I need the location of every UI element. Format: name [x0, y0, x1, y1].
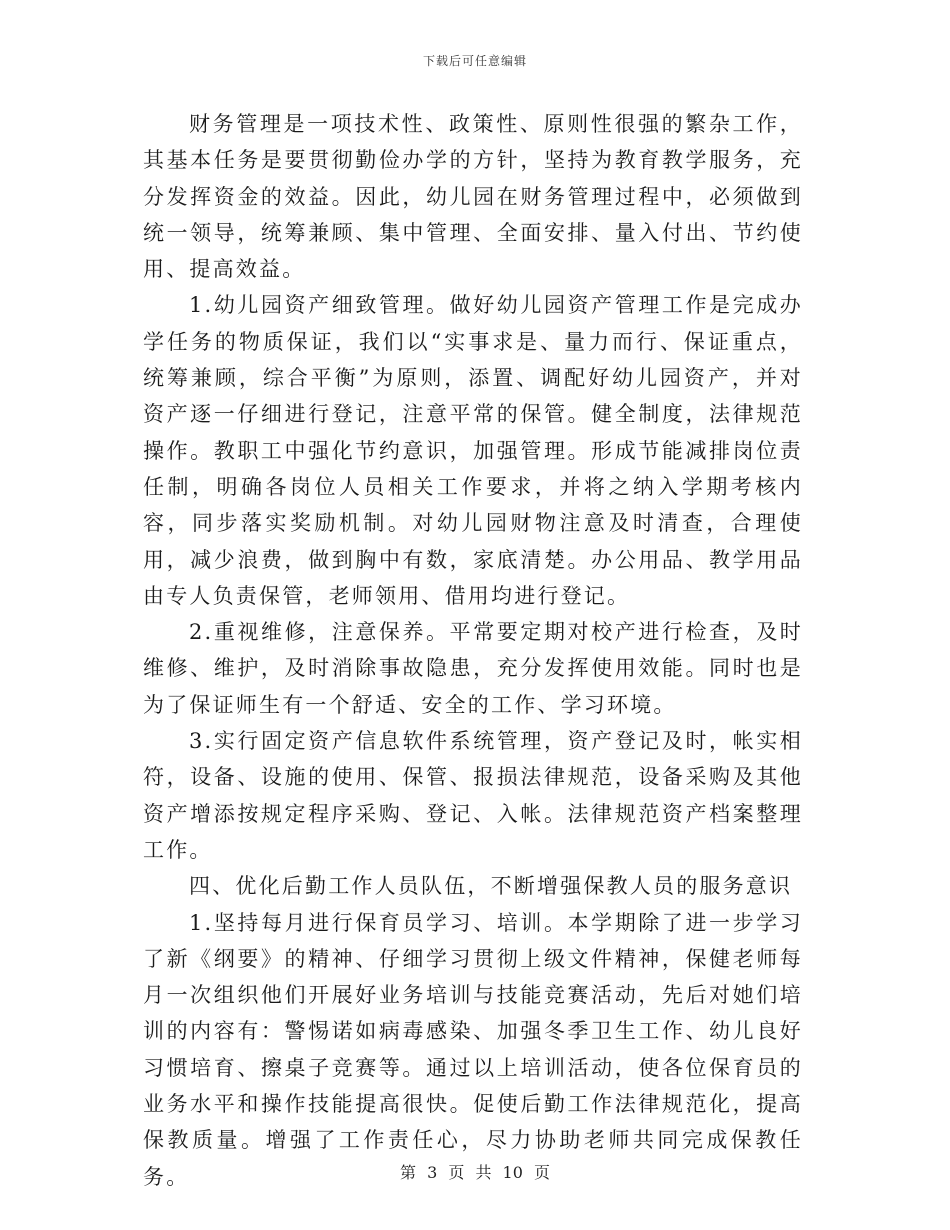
paragraph-asset-management: 1.幼儿园资产细致管理。做好幼儿园资产管理工作是完成办学任务的物质保证，我们以“实事求是、量力而行、保证重点，统筹兼顾，综合平衡”为原则，添置、调配好幼儿园资产，并对资产逐一仔细进行登记，注意平常的保管。健全制度，法律规范操作。教职工中强化节约意识，加强管理。形成节能减排岗位责任制，明确各岗位人员相关工作要求，并将之纳入学期考核内容，同步落实奖励机制。对幼儿园财物注意及时清查，合理使用，减少浪费，做到胸中有数，家底清楚。办公用品、教学用品由专人负责保管，老师领用、借用均进行登记。 [143, 293, 803, 608]
paragraph-fixed-assets-system: 3.实行固定资产信息软件系统管理，资产登记及时，帐实相符，设备、设施的使用、保管、报损法律规范，设备采购及其他资产增添按规定程序采购、登记、入帐。法律规范资产档案整理工作。 [143, 729, 803, 862]
paragraph-maintenance: 2.重视维修，注意保养。平常要定期对校产进行检查，及时维修、维护，及时消除事故隐患，充分发挥使用效能。同时也是为了保证师生有一个舒适、安全的工作、学习环境。 [143, 620, 803, 717]
section-heading-staff: 四、优化后勤工作人员队伍，不断增强保教人员的服务意识 [189, 874, 793, 899]
paragraph-staff-training: 1.坚持每月进行保育员学习、培训。本学期除了进一步学习了新《纲要》的精神、仔细学习贯彻上级文件精神，保健老师每月一次组织他们开展好业务培训与技能竞赛活动，先后对她们培训的内容有：警惕诺如病毒感染、加强冬季卫生工作、幼儿良好习惯培育、擦桌子竞赛等。通过以上培训活动，使各位保育员的业务水平和操作技能提高很快。促使后勤工作法律规范化，提高保教质量。增强了工作责任心，尽力协助老师共同完成保教任务。 [143, 910, 803, 1189]
page-header-note: 下载后可任意编辑 [422, 54, 527, 68]
paragraph-financial-management: 财务管理是一项技术性、政策性、原则性很强的繁杂工作，其基本任务是要贯彻勤俭办学的方针，坚持为教育教学服务，充分发挥资金的效益。因此，幼儿园在财务管理过程中，必须做到统一领导，统筹兼顾、集中管理、全面安排、量入付出、节约使用、提高效益。 [143, 112, 803, 282]
page-number-footer: 第 3 页 共 10 页 [400, 1163, 550, 1182]
document-body [143, 106, 803, 1195]
